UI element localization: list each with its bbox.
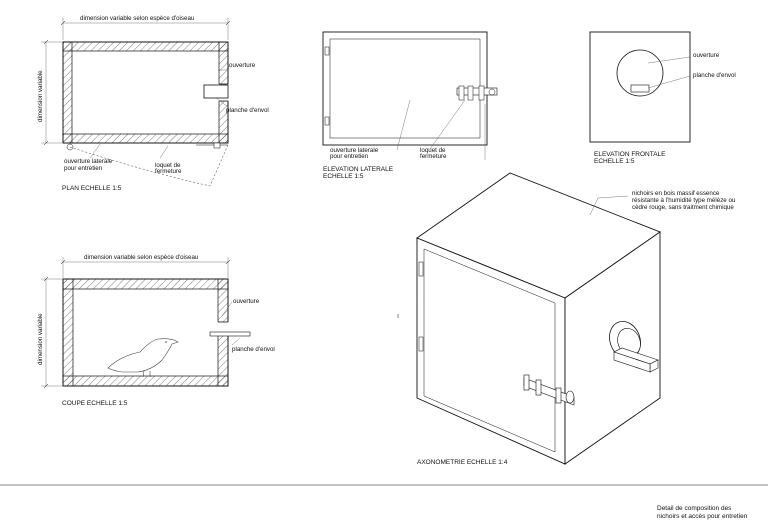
coupe-dimension-side: dimension variable (37, 313, 44, 365)
elat-label-ouverture-laterale-2: pour entretien (330, 153, 369, 160)
efront-label-planche: planche d'envol (693, 72, 736, 79)
efront-caption-2: ECHELLE 1:5 (594, 158, 635, 165)
plan-label-ouverture: ouverture (229, 62, 256, 69)
plan-label-ouverture-laterale-1: ouverture laterale (64, 158, 113, 165)
plan-label-ouverture-laterale-2: pour entretien (64, 165, 103, 172)
axo-note-line-2: résistante à l'humidité type mélèze ou (632, 197, 736, 204)
elevation-laterale-view (323, 32, 497, 180)
coupe-dimension-top: dimension variable selon espèce d'oiseau (84, 254, 199, 261)
plan-label-planche: planche d'envol (226, 107, 269, 114)
axo-note-line-1: nichoirs en bois massif essence (632, 190, 720, 197)
efront-label-ouverture: ouverture (693, 52, 720, 59)
plan-caption: PLAN ECHELLE 1:5 (62, 185, 122, 192)
title-block (657, 505, 748, 520)
axonometrie-view (398, 173, 736, 466)
title-block-line-2: nichoirs et accès pour entretien (657, 513, 748, 520)
coupe-label-planche: planche d'envol (232, 346, 275, 353)
title-block-line-1: Detail de composition des (657, 505, 732, 512)
elat-label-loquet-1: loquet de (420, 147, 446, 154)
coupe-view (37, 254, 275, 407)
plan-label-loquet-1: loquet de (155, 162, 181, 169)
efront-caption-1: ELEVATION FRONTALE (594, 151, 666, 158)
coupe-label-ouverture: ouverture (233, 298, 260, 305)
elat-label-ouverture-laterale-1: ouverture laterale (330, 147, 379, 154)
elat-label-loquet-2: fermeture (420, 153, 447, 160)
elat-caption-2: ECHELLE 1:5 (323, 173, 364, 180)
plan-label-loquet-2: fermeture (155, 168, 182, 175)
elevation-frontale-view (590, 32, 736, 165)
plan-view (37, 15, 269, 192)
axo-caption: AXONOMETRIE ECHELLE 1:4 (417, 459, 508, 466)
plan-dimension-side: dimension variable (37, 70, 44, 122)
coupe-caption: COUPE ECHELLE 1:5 (62, 400, 128, 407)
elat-caption-1: ELEVATION LATERALE (323, 166, 394, 173)
axo-note-line-3: cèdre rouge, sans traitment chimique (632, 204, 734, 211)
plan-dimension-top: dimension variable selon espèce d'oiseau (80, 15, 195, 22)
